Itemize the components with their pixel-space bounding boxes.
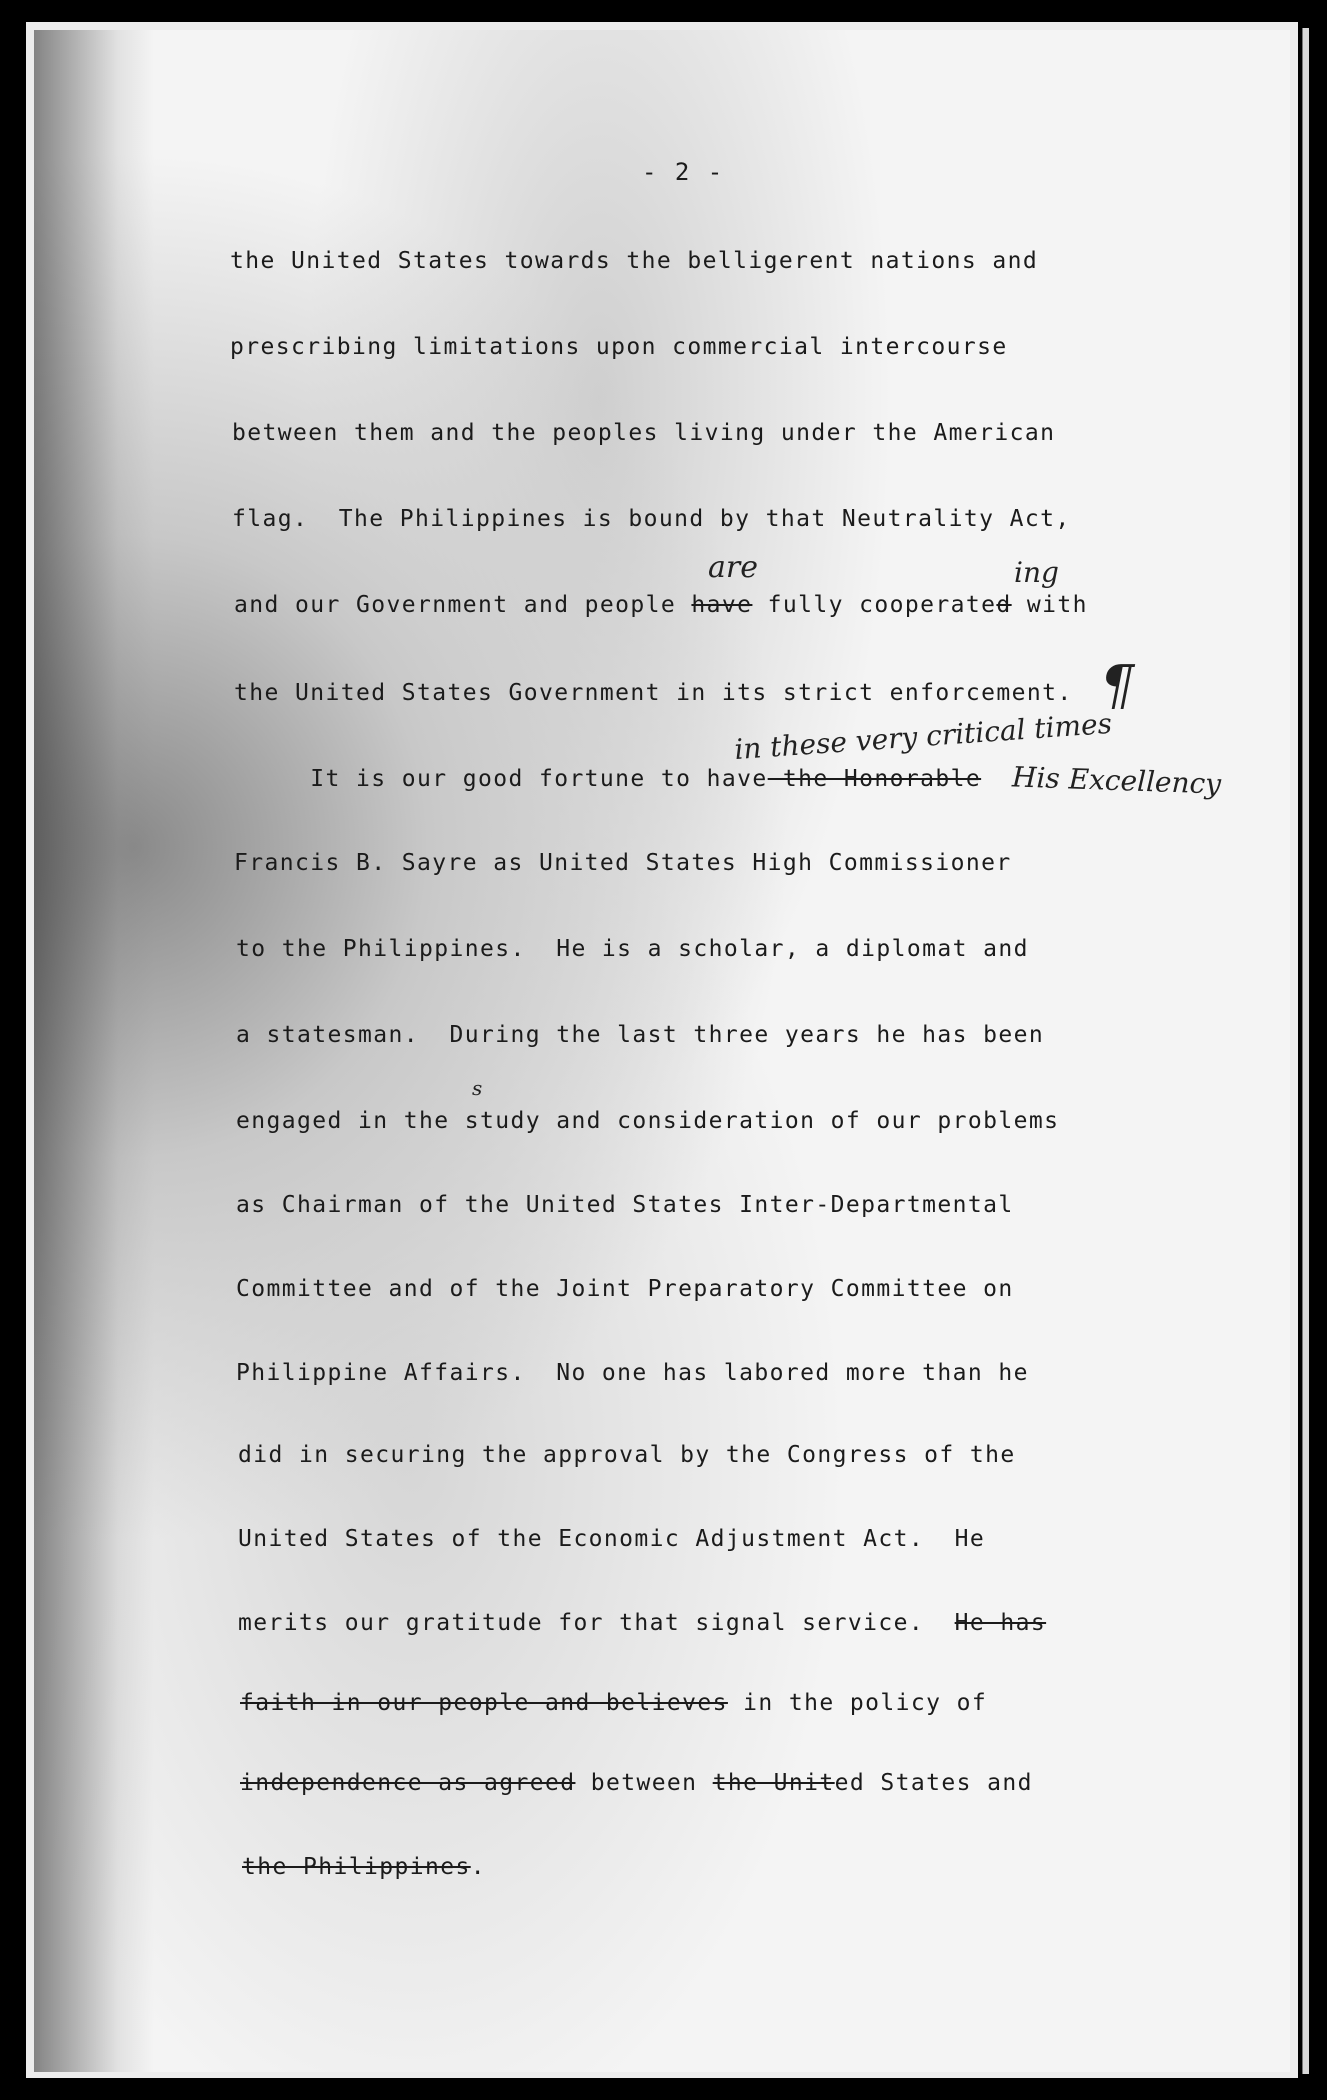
- text-line-18: faith in our people and believes in the policy of: [240, 1690, 988, 1716]
- document-page: [34, 30, 1290, 2072]
- text-line-1: the United States towards the belligerent nations and: [230, 248, 1039, 274]
- handwritten-paragraph-mark: ¶: [1100, 654, 1135, 717]
- handwritten-study-mark: s: [472, 1076, 483, 1100]
- text-line-12: as Chairman of the United States Inter-Departmental: [236, 1192, 1014, 1218]
- text-line-10: a statesman. During the last three years he has been: [236, 1022, 1045, 1048]
- text-line-4: flag. The Philippines is bound by that Neutrality Act,: [232, 506, 1071, 532]
- text-line-3: between them and the peoples living under the American: [232, 420, 1056, 446]
- text-line-15: did in securing the approval by the Congress of the: [238, 1442, 1016, 1468]
- text-line-8: Francis B. Sayre as United States High Commissioner: [234, 850, 1012, 876]
- struck-he-has: He has: [954, 1610, 1047, 1636]
- handwritten-ing: ing: [1014, 556, 1059, 589]
- text-line-6: the United States Government in its strict enforcement.: [234, 680, 1073, 706]
- handwritten-are: are: [708, 550, 758, 585]
- struck-the-honorable: the Honorable: [767, 766, 982, 792]
- text-line-13: Committee and of the Joint Preparatory Committee on: [236, 1276, 1014, 1302]
- text-line-5: and our Government and people have fully cooperated with: [234, 592, 1088, 618]
- struck-the-philippines: the Philippines: [242, 1854, 471, 1880]
- handwritten-insert-critical-times: in these very critical times: [733, 706, 1113, 767]
- text-line-11: engaged in the study and consideration of our problems: [236, 1108, 1060, 1134]
- text-line-17: merits our gratitude for that signal service. He has: [238, 1610, 1047, 1636]
- text-line-9: to the Philippines. He is a scholar, a diplomat and: [236, 936, 1029, 962]
- struck-independence-phrase: independence as agreed: [240, 1770, 576, 1796]
- text-line-7: It is our good fortune to have the Honorable: [234, 766, 982, 792]
- text-line-20: the Philippines.: [242, 1854, 486, 1880]
- text-line-19: independence as agreed between the United States and: [240, 1770, 1033, 1796]
- page-number: - 2 -: [642, 158, 725, 186]
- struck-faith-phrase: faith in our people and believes: [240, 1690, 728, 1716]
- text-line-14: Philippine Affairs. No one has labored more than he: [236, 1360, 1029, 1386]
- page-edge: [1302, 28, 1309, 2074]
- handwritten-his-excellency: His Excellency: [1011, 760, 1222, 801]
- text-line-2: prescribing limitations upon commercial intercourse: [230, 334, 1008, 360]
- struck-have: have: [691, 592, 753, 618]
- text-line-16: United States of the Economic Adjustment Act. He: [238, 1526, 986, 1552]
